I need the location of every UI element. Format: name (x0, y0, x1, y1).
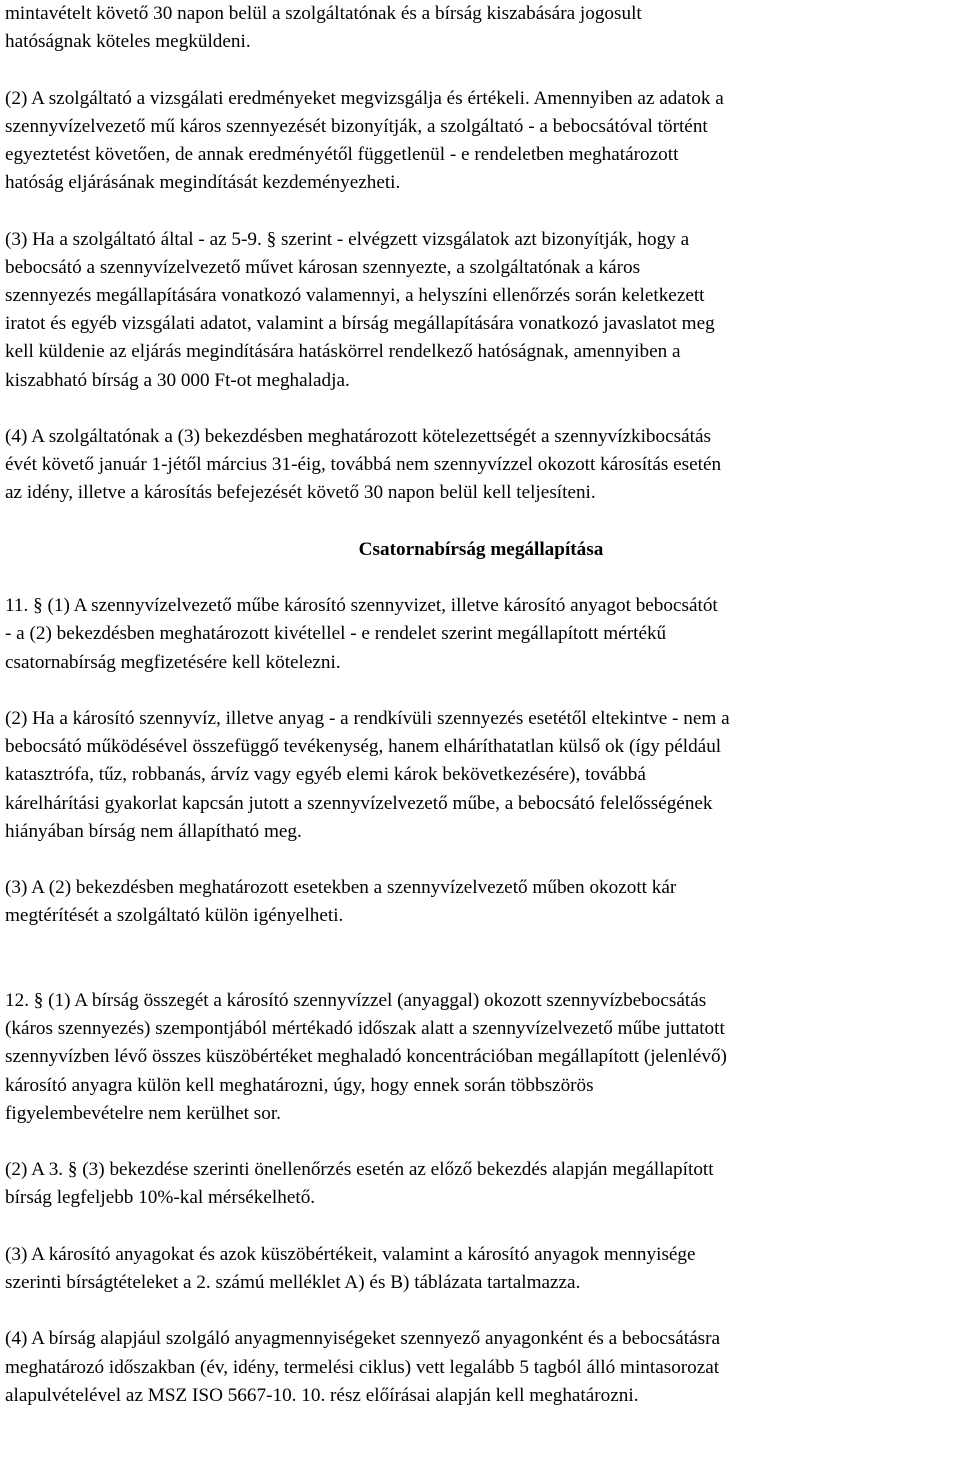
paragraph: (4) A bírság alapjául szolgáló anyagmennyiségeket szennyező anyagonként és a bebocsátásra meghatározó időszakban (év, idény, termelési ciklus) vett legalább 5 tagból álló mintasorozat alapulvételével az MSZ ISO 5667-10. 10. rész előírásai alapján kell meghatározni. (5, 1328, 721, 1406)
paragraph: (4) A szolgáltatónak a (3) bekezdésben meghatározott kötelezettségét a szennyvízkibocsátás évét követő január 1-jétől március 31-éig, továbbá nem szennyvízzel okozott károsítás esetén az idény, illetve a károsítás befejezését követő 30 napon belül kell teljesíteni. (5, 426, 722, 504)
paragraph: 12. § (1) A bírság összegét a károsító szennyvízzel (anyaggal) okozott szennyvízbebocsátás (káros szennyezés) szempontjából mértékadó időszak alatt a szennyvízelvezető műbe juttatott szennyvízben lévő összes küszöbértéket meghaladó koncentrációban megállapított (jelenlévő) károsító anyagra külön kell meghatározni, úgy, hogy ennek során többszörös figyelembevételre nem kerülhet sor. (5, 989, 727, 1124)
paragraph: (2) A szolgáltató a vizsgálati eredményeket megvizsgálja és értékeli. Amennyiben az adatok a szennyvízelvezető mű káros szennyezését bizonyítják, a szolgáltató - a bebocsátóval történt egyeztetést követően, de annak eredményétől függetlenül - e rendeletben meghatározott hatóság eljárásának megindítását kezdeményezheti. (5, 87, 724, 194)
section-heading: Csatornabírság megállapítása (358, 538, 604, 560)
paragraph: (3) Ha a szolgáltató által - az 5-9. § szerint - elvégzett vizsgálatok azt bizonyítják, hogy a bebocsátó a szennyvízelvezető művet károsan szennyezte, a szolgáltatónak a káros szennyezés megállapítására vonatkozó valamennyi, a helyszíni ellenőrzés során keletkezett iratot és egyéb vizsgálati adatot, valamint a bírság megállapítására vonatkozó javaslatot meg kell küldenie az eljárás megindítására hatáskörrel rendelkező hatóságnak, amennyiben a kiszabható bírság a 30 000 Ft-ot meghaladja. (5, 228, 715, 391)
paragraph: (2) A 3. § (3) bekezdése szerinti önellenőrzés esetén az előző bekezdés alapján megállapított bírság legfeljebb 10%-kal mérsékelhető. (5, 1159, 714, 1209)
paragraph: (3) A károsító anyagokat és azok küszöbértékeit, valamint a károsító anyagok mennyisége szerinti bírságtételeket a 2. számú melléklet A) és B) táblázata tartalmazza. (5, 1243, 696, 1293)
paragraph: (3) A (2) bekezdésben meghatározott esetekben a szennyvízelvezető műben okozott kár megtérítését a szolgáltató külön igényelheti. (5, 877, 677, 927)
paragraph: 11. § (1) A szennyvízelvezető műbe károsító szennyvizet, illetve károsító anyagot bebocsátót - a (2) bekezdésben meghatározott kivétellel - e rendelet szerint megállapított mértékű csatornabírság megfizetésére kell kötelezni. (5, 595, 718, 673)
document-body (5, 0, 957, 1410)
paragraph: mintavételt követő 30 napon belül a szolgáltatónak és a bírság kiszabására jogosult hatóságnak köteles megküldeni. (5, 3, 642, 53)
paragraph: (2) Ha a károsító szennyvíz, illetve anyag - a rendkívüli szennyezés esetétől eltekintve - nem a bebocsátó működésével összefüggő tevékenység, hanem elháríthatatlan külső ok (így például katasztrófa, tűz, robbanás, árvíz vagy egyéb elemi károk bekövetkezésére), továbbá kárelhárítási gyakorlat kapcsán jutott a szennyvízelvezető műbe, a bebocsátó felelősségének hiányában bírság nem állapítható meg. (5, 707, 730, 842)
